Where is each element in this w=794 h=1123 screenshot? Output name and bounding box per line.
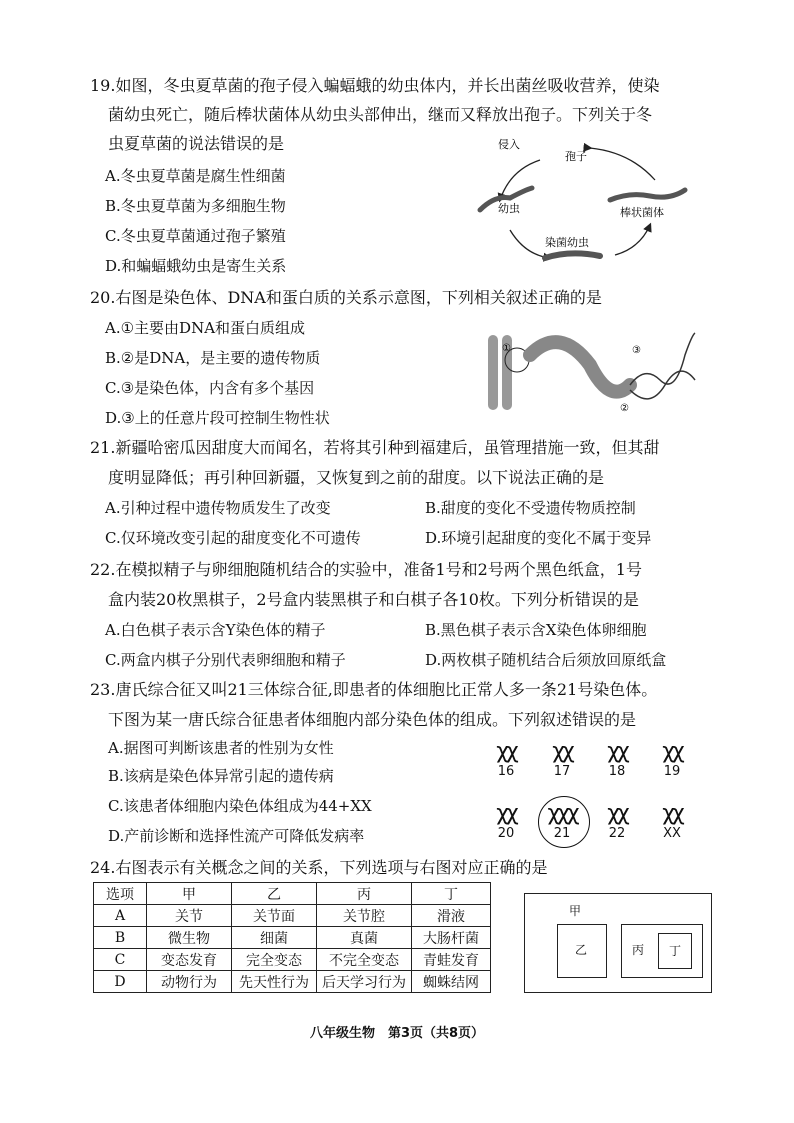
- q22-option-d: D.两枚棋子随机结合后须放回原纸盒: [425, 651, 667, 669]
- label-3: ③: [632, 345, 641, 356]
- page-footer: 八年级生物 第3页（共8页）: [309, 1026, 485, 1041]
- label-spore: 孢子: [565, 150, 587, 163]
- q19-stem-line2: 菌幼虫死亡，随后棒状菌体从幼虫头部伸出，继而又释放出孢子。下列关于冬: [108, 105, 653, 124]
- label-larva: 幼虫: [498, 202, 520, 215]
- q20-option-b: B.②是DNA，是主要的遗传物质: [105, 349, 321, 367]
- rod-fungus-shape: [610, 190, 685, 200]
- chromosome-18: χχ 18: [607, 739, 627, 779]
- concept-bing-box: [621, 924, 703, 978]
- q22-option-c: C.两盒内棋子分别代表卵细胞和精子: [105, 651, 346, 669]
- q20-option-d: D.③上的任意片段可控制生物性状: [105, 409, 330, 427]
- concept-yi-label: 乙: [575, 943, 588, 957]
- q22-option-b: B.黑色棋子表示含X染色体卵细胞: [425, 621, 647, 639]
- table-row: C 变态发育 完全变态 不完全变态 青蛙发育: [94, 949, 491, 971]
- q21-option-b: B.甜度的变化不受遗传物质控制: [425, 499, 636, 517]
- q22-stem-line2: 盒内装20枚黑棋子，2号盒内装黑棋子和白棋子各10枚。下列分析错误的是: [108, 590, 639, 609]
- q22-option-a: A.白色棋子表示含Y染色体的精子: [105, 621, 326, 639]
- q21-option-c: C.仅环境改变引起的甜度变化不可遗传: [105, 529, 361, 547]
- table-row: B 微生物 细菌 真菌 大肠杆菌: [94, 927, 491, 949]
- q23-option-c: C.该患者体细胞内染色体组成为44+XX: [108, 797, 372, 815]
- table-header-cell: 乙: [232, 883, 317, 905]
- q19-option-c: C.冬虫夏草菌通过孢子繁殖: [105, 227, 286, 245]
- q20-stem: 20.右图是染色体、DNA和蛋白质的关系示意图，下列相关叙述正确的是: [90, 288, 602, 307]
- q20-option-c: C.③是染色体，内含有多个基因: [105, 379, 315, 397]
- chromosome-dna-diagram: [480, 325, 705, 420]
- chromosome-21: χχχ 21: [547, 801, 577, 841]
- q21-option-d: D.环境引起甜度的变化不属于变异: [425, 529, 652, 547]
- chromosome-17: χχ 17: [552, 739, 572, 779]
- chromosome-22: χχ 22: [607, 801, 627, 841]
- chromosome-20: χχ 20: [496, 801, 516, 841]
- q19-stem-line3: 虫夏草菌的说法错误的是: [108, 134, 285, 153]
- concept-ding-label: 丁: [669, 944, 682, 958]
- table-header-row: [94, 883, 491, 905]
- q24-stem: 24.右图表示有关概念之间的关系，下列选项与右图对应正确的是: [90, 858, 548, 877]
- q19-option-b: B.冬虫夏草菌为多细胞生物: [105, 197, 286, 215]
- q23-stem-line1: 23.唐氏综合征又叫21三体综合征,即患者的体细胞比正常人多一条21号染色体。: [90, 680, 658, 699]
- q23-stem-line2: 下图为某一唐氏综合征患者体细胞内部分染色体的组成。下列叙述错误的是: [108, 710, 637, 729]
- q19-option-d: D.和蝙蝠蛾幼虫是寄生关系: [105, 257, 287, 275]
- concept-bing-label: 丙: [632, 943, 645, 957]
- q23-option-a: A.据图可判断该患者的性别为女性: [108, 739, 334, 757]
- concept-ding-box: [658, 933, 692, 969]
- q20-option-a: A.①主要由DNA和蛋白质组成: [105, 319, 306, 337]
- table-header-cell: 选项: [94, 883, 147, 905]
- chromosome-xx: χχ XX: [662, 801, 682, 841]
- q19-option-a: A.冬虫夏草菌是腐生性细菌: [105, 167, 286, 185]
- q21-stem-line2: 度明显降低；再引种回新疆，又恢复到之前的甜度。以下说法正确的是: [108, 468, 605, 487]
- q19-stem-line1: 19.如图，冬虫夏草菌的孢子侵入蝙蝠蛾的幼虫体内，并长出菌丝吸收营养，使染: [90, 76, 660, 95]
- label-infected: 染菌幼虫: [545, 236, 589, 249]
- table-row: A 关节 关节面 关节腔 滑液: [94, 905, 491, 927]
- table-header-cell: 甲: [147, 883, 232, 905]
- chromosome-16: χχ 16: [496, 739, 516, 779]
- chromosome-19: χχ 19: [662, 739, 682, 779]
- cordyceps-cycle-diagram: [470, 130, 700, 280]
- label-rod: 棒状菌体: [620, 206, 664, 219]
- table-row: D 动物行为 先天性行为 后天学习行为 蜘蛛结网: [94, 971, 491, 993]
- concept-yi-box: [557, 924, 607, 978]
- concept-diagram-outer-box: [524, 893, 712, 993]
- chromosome-21-circle: [538, 796, 590, 848]
- label-2: ②: [620, 403, 629, 414]
- q21-option-a: A.引种过程中遗传物质发生了改变: [105, 499, 331, 517]
- concept-jia-label: 甲: [569, 904, 582, 918]
- table-header-cell: 丁: [412, 883, 491, 905]
- q22-stem-line1: 22.在模拟精子与卵细胞随机结合的实验中，准备1号和2号两个黑色纸盒，1号: [90, 560, 642, 579]
- q24-table: [93, 882, 491, 993]
- infected-larva-shape: [545, 253, 600, 258]
- q21-stem-line1: 21.新疆哈密瓜因甜度大而闻名，若将其引种到福建后，虽管理措施一致，但其甜: [90, 438, 660, 457]
- label-1: ①: [502, 343, 511, 354]
- q23-option-b: B.该病是染色体异常引起的遗传病: [108, 767, 334, 785]
- label-invade: 侵入: [498, 138, 520, 151]
- q23-option-d: D.产前诊断和选择性流产可降低发病率: [108, 827, 365, 845]
- table-header-cell: 丙: [317, 883, 412, 905]
